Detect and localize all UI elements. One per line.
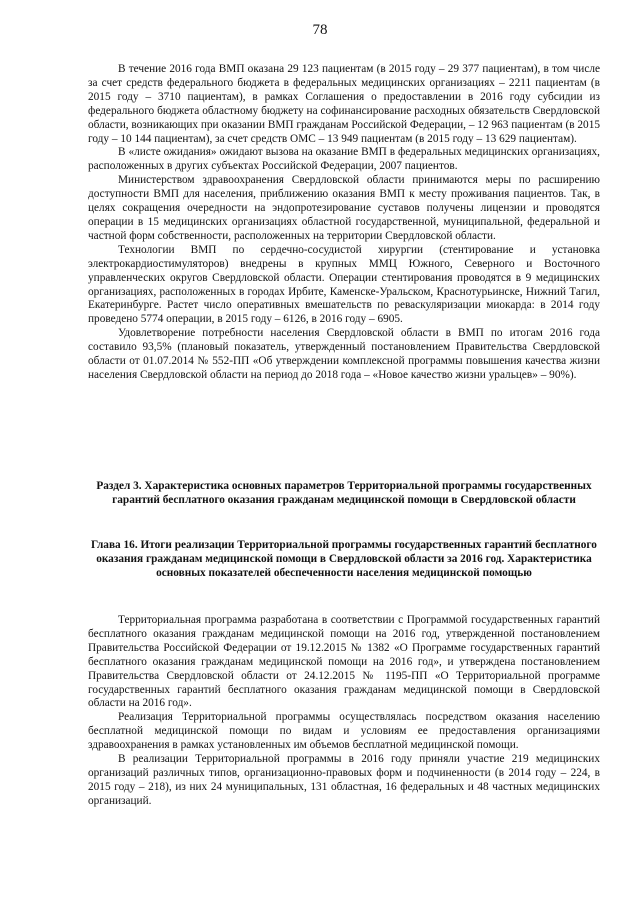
paragraph-vmp-satisfaction: Удовлетворение потребности населения Свердловской области в ВМП по итогам 2016 года составило 93,5% (плановый показатель, утвержденный постановлением Правительства Свердловской области от 01.07.2014 № 552-ПП «Об утверждении комплексной программы повышения качества жизни населения Свердловской области на период до 2018 года – «Новое качество жизни уральцев» – 90%). xyxy=(88,327,600,381)
paragraph-ministry-measures: Министерством здравоохранения Свердловской области принимаются меры по расширению доступности ВМП для населения, приближению оказания ВМП к месту проживания пациентов. Так, в целях сокращения очередности на эндопротезирование суставов получены лицензии и проводятся операции в 15 медицинских организациях областной государственной, муниципальной, федеральной и частной форм собственности, расположенных на территории Свердловской области. xyxy=(88,174,600,242)
body-block-bottom xyxy=(88,614,600,809)
paragraph-waiting-list: В «листе ожидания» ожидают вызова на оказание ВМП в федеральных медицинских организациях, расположенных в других субъектах Российской Федерации, 2007 пациентов. xyxy=(88,146,600,173)
paragraph-cardiac-surgery: Технологии ВМП по сердечно-сосудистой хирургии (стентирование и установка электрокардиостимуляторов) внедрены в крупных ММЦ Южного, Северного и Восточного управленческих округов Свердловской области. Операции стентирования проводятся в 9 медицинских организациях, расположенных в городах Ирбите, Каменске-Уральском, Краснотурьинске, Нижний Тагил, Екатеринбурге. Растет число оперативных вмешательств по реваскуляризации миокарда: в 2014 году проведено 5774 операции, в 2015 году – 6126, в 2016 году – 6905. xyxy=(88,243,600,326)
chapter-heading: Глава 16. Итоги реализации Территориальной программы государственных гарантий бесплатного оказания гражданам медицинской помощи в Свердловской области за 2016 год. Характеристика основных показателей обеспеченности населения медицинской помощью xyxy=(91,539,597,579)
page-number: 78 xyxy=(312,22,328,38)
paragraph-vmp-patients: В течение 2016 года ВМП оказана 29 123 пациентам (в 2015 году – 29 377 пациентам), в том числе за счет средств федерального бюджета в федеральных медицинских организациях – 2211 пациентам (в 2015 году – 3710 пациентам), в рамках Соглашения о предоставлении в 2016 году субсидии из федерального бюджета областному бюджету на софинансирование расходных обязательств Свердловской области, возникающих при оказании ВМП гражданам Российской Федерации, – 12 963 пациентам (в 2015 году – 10 144 пациентам), за счет средств ОМС – 13 949 пациентам (в 2015 году – 13 629 пациентам). xyxy=(88,63,600,145)
paragraph-participating-organizations: В реализации Территориальной программы в 2016 году приняли участие 219 медицинских организаций различных типов, организационно-правовых форм и подчиненности (в 2014 году – 224, в 2015 году – 218), из них 24 муниципальных, 131 областная, 16 федеральных и 48 частных медицинских организаций. xyxy=(88,753,600,807)
body-block-top xyxy=(88,63,600,383)
paragraph-program-implementation: Реализация Территориальной программы осуществлялась посредством оказания населению бесплатной медицинской помощи по видам и условиям ее предоставления организациями здравоохранения в рамках установленных им объемов бесплатной медицинской помощи. xyxy=(88,711,600,752)
paragraph-program-basis: Территориальная программа разработана в соответствии с Программой государственных гарантий бесплатного оказания гражданам медицинской помощи на 2016 год, утвержденной постановлением Правительства Российской Федерации от 19.12.2015 № 1382 «О Программе государственных гарантий бесплатного оказания гражданам медицинской помощи на 2016 год», и утверждена постановлением Правительства Свердловской области от 24.12.2015 № 1195-ПП «О Территориальной программе государственных гарантий бесплатного оказания гражданам медицинской помощи в Свердловской области на 2016 год». xyxy=(88,614,600,710)
section-heading: Раздел 3. Характеристика основных параметров Территориальной программы государственных гарантий бесплатного оказания гражданам медицинской помощи в Свердловской области xyxy=(96,480,592,506)
